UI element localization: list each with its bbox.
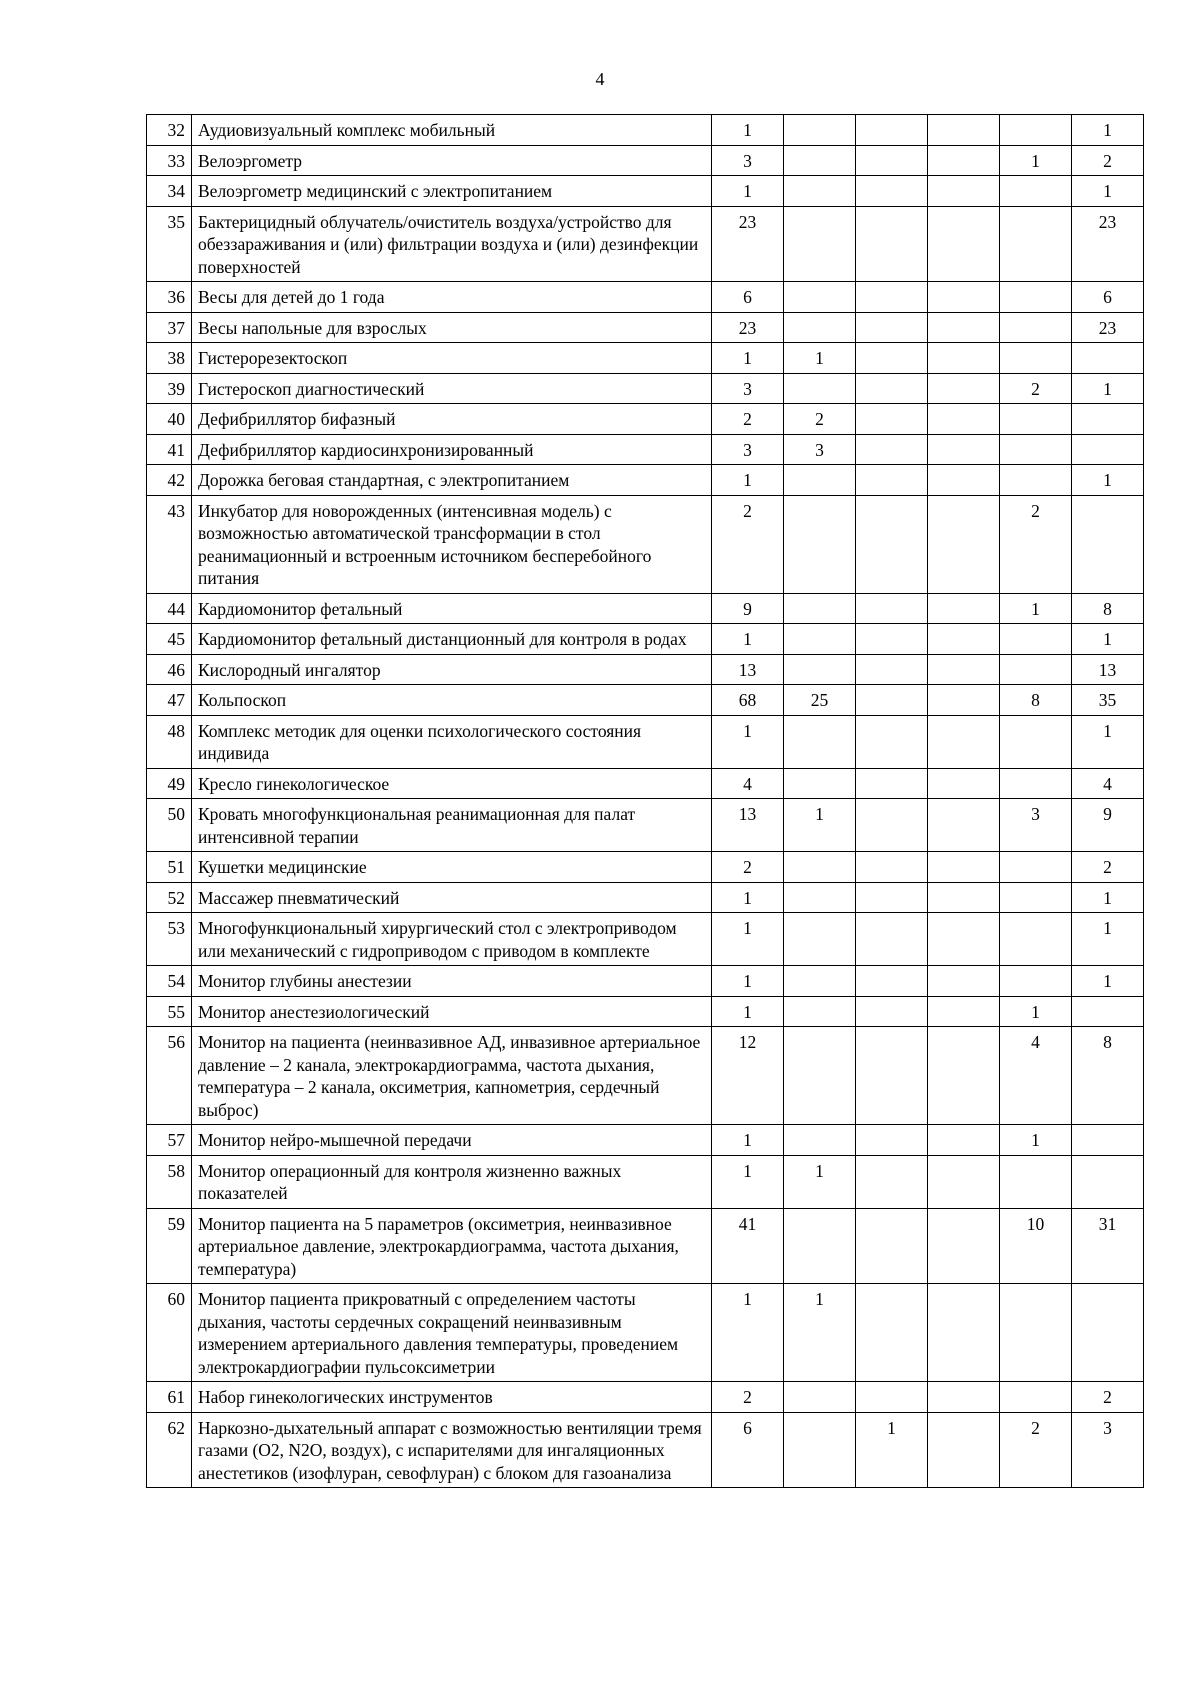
row-number: 40 (147, 404, 192, 435)
row-number: 47 (147, 685, 192, 716)
equipment-name: Дефибриллятор кардиосинхронизированный (192, 434, 712, 465)
quantity-cell-2 (784, 913, 856, 966)
quantity-cell-1: 3 (712, 434, 784, 465)
quantity-cell-5 (1000, 852, 1072, 883)
row-number: 51 (147, 852, 192, 883)
quantity-cell-6 (1072, 434, 1144, 465)
quantity-cell-3 (856, 206, 928, 282)
quantity-cell-4 (928, 1208, 1000, 1284)
quantity-cell-2 (784, 624, 856, 655)
quantity-cell-6 (1072, 996, 1144, 1027)
quantity-cell-3 (856, 685, 928, 716)
quantity-cell-1: 41 (712, 1208, 784, 1284)
quantity-cell-5 (1000, 654, 1072, 685)
quantity-cell-5 (1000, 624, 1072, 655)
quantity-cell-5 (1000, 768, 1072, 799)
quantity-cell-6 (1072, 1125, 1144, 1156)
quantity-cell-4 (928, 115, 1000, 146)
quantity-cell-2 (784, 1382, 856, 1413)
quantity-cell-2 (784, 654, 856, 685)
equipment-table (146, 114, 1144, 1488)
table-row (147, 685, 1144, 716)
quantity-cell-4 (928, 1125, 1000, 1156)
row-number: 33 (147, 145, 192, 176)
quantity-cell-3 (856, 1284, 928, 1382)
quantity-cell-1: 13 (712, 799, 784, 852)
table-row (147, 1412, 1144, 1488)
quantity-cell-1: 1 (712, 465, 784, 496)
quantity-cell-2 (784, 312, 856, 343)
quantity-cell-2 (784, 715, 856, 768)
quantity-cell-4 (928, 465, 1000, 496)
quantity-cell-1: 13 (712, 654, 784, 685)
quantity-cell-3 (856, 282, 928, 313)
quantity-cell-4 (928, 434, 1000, 465)
table-row (147, 768, 1144, 799)
quantity-cell-6 (1072, 343, 1144, 374)
table-row (147, 282, 1144, 313)
quantity-cell-1: 2 (712, 404, 784, 435)
quantity-cell-5: 8 (1000, 685, 1072, 716)
page-number: 4 (595, 69, 605, 89)
quantity-cell-1: 23 (712, 312, 784, 343)
table-row (147, 373, 1144, 404)
equipment-name: Комплекс методик для оценки психологического состояния индивида (192, 715, 712, 768)
quantity-cell-1: 1 (712, 715, 784, 768)
table-row (147, 145, 1144, 176)
quantity-cell-6: 2 (1072, 145, 1144, 176)
quantity-cell-3 (856, 1382, 928, 1413)
quantity-cell-6: 23 (1072, 312, 1144, 343)
quantity-cell-1: 2 (712, 1382, 784, 1413)
quantity-cell-1: 1 (712, 1284, 784, 1382)
row-number: 36 (147, 282, 192, 313)
row-number: 35 (147, 206, 192, 282)
quantity-cell-2 (784, 1208, 856, 1284)
row-number: 32 (147, 115, 192, 146)
quantity-cell-3 (856, 913, 928, 966)
quantity-cell-3 (856, 654, 928, 685)
quantity-cell-3 (856, 593, 928, 624)
row-number: 62 (147, 1412, 192, 1488)
quantity-cell-1: 1 (712, 115, 784, 146)
quantity-cell-5: 1 (1000, 145, 1072, 176)
quantity-cell-4 (928, 852, 1000, 883)
quantity-cell-1: 68 (712, 685, 784, 716)
equipment-name: Гистероскоп диагностический (192, 373, 712, 404)
quantity-cell-3 (856, 312, 928, 343)
quantity-cell-1: 9 (712, 593, 784, 624)
quantity-cell-5 (1000, 882, 1072, 913)
quantity-cell-3 (856, 434, 928, 465)
quantity-cell-2: 1 (784, 1155, 856, 1208)
equipment-name: Кислородный ингалятор (192, 654, 712, 685)
quantity-cell-5 (1000, 404, 1072, 435)
quantity-cell-1: 1 (712, 882, 784, 913)
quantity-cell-5 (1000, 966, 1072, 997)
quantity-cell-2 (784, 852, 856, 883)
quantity-cell-4 (928, 685, 1000, 716)
quantity-cell-5: 10 (1000, 1208, 1072, 1284)
quantity-cell-2 (784, 1027, 856, 1125)
quantity-cell-2: 2 (784, 404, 856, 435)
table-row (147, 176, 1144, 207)
quantity-cell-3 (856, 495, 928, 593)
quantity-cell-5 (1000, 715, 1072, 768)
quantity-cell-2 (784, 465, 856, 496)
table-row (147, 654, 1144, 685)
quantity-cell-5: 1 (1000, 996, 1072, 1027)
quantity-cell-6: 1 (1072, 966, 1144, 997)
quantity-cell-1: 2 (712, 495, 784, 593)
table-row (147, 996, 1144, 1027)
quantity-cell-5: 2 (1000, 495, 1072, 593)
quantity-cell-6: 1 (1072, 465, 1144, 496)
quantity-cell-6: 8 (1072, 1027, 1144, 1125)
table-row (147, 495, 1144, 593)
equipment-name: Велоэргометр медицинский с электропитанием (192, 176, 712, 207)
quantity-cell-4 (928, 343, 1000, 374)
equipment-name: Кольпоскоп (192, 685, 712, 716)
quantity-cell-4 (928, 1155, 1000, 1208)
quantity-cell-5 (1000, 1382, 1072, 1413)
quantity-cell-1: 1 (712, 996, 784, 1027)
quantity-cell-3 (856, 966, 928, 997)
equipment-name: Кресло гинекологическое (192, 768, 712, 799)
quantity-cell-4 (928, 404, 1000, 435)
quantity-cell-6: 23 (1072, 206, 1144, 282)
quantity-cell-6: 4 (1072, 768, 1144, 799)
equipment-name: Монитор анестезиологический (192, 996, 712, 1027)
quantity-cell-1: 23 (712, 206, 784, 282)
quantity-cell-6: 1 (1072, 913, 1144, 966)
equipment-name: Монитор на пациента (неинвазивное АД, инвазивное артериальное давление – 2 канала, электрокардиограмма, частота дыхания, температура – 2 канала, оксиметрия, капнометрия, сердечный выброс) (192, 1027, 712, 1125)
quantity-cell-1: 1 (712, 624, 784, 655)
quantity-cell-1: 1 (712, 913, 784, 966)
quantity-cell-2 (784, 373, 856, 404)
equipment-name: Монитор операционный для контроля жизненно важных показателей (192, 1155, 712, 1208)
quantity-cell-3 (856, 1125, 928, 1156)
quantity-cell-4 (928, 882, 1000, 913)
row-number: 52 (147, 882, 192, 913)
quantity-cell-3 (856, 1208, 928, 1284)
quantity-cell-1: 3 (712, 373, 784, 404)
row-number: 53 (147, 913, 192, 966)
row-number: 42 (147, 465, 192, 496)
equipment-name: Монитор нейро-мышечной передачи (192, 1125, 712, 1156)
table-row (147, 913, 1144, 966)
quantity-cell-2 (784, 176, 856, 207)
equipment-name: Дорожка беговая стандартная, с электропитанием (192, 465, 712, 496)
quantity-cell-6: 31 (1072, 1208, 1144, 1284)
quantity-cell-6: 8 (1072, 593, 1144, 624)
quantity-cell-5 (1000, 1284, 1072, 1382)
quantity-cell-3 (856, 145, 928, 176)
quantity-cell-3 (856, 343, 928, 374)
quantity-cell-4 (928, 312, 1000, 343)
row-number: 55 (147, 996, 192, 1027)
equipment-name: Монитор пациента на 5 параметров (оксиметрия, неинвазивное артериальное давление, электрокардиограмма, частота дыхания, температура) (192, 1208, 712, 1284)
quantity-cell-6: 1 (1072, 624, 1144, 655)
table-row (147, 1382, 1144, 1413)
row-number: 58 (147, 1155, 192, 1208)
quantity-cell-4 (928, 1027, 1000, 1125)
table-row (147, 206, 1144, 282)
equipment-name: Многофункциональный хирургический стол с электроприводом или механический с гидроприводом с приводом в комплекте (192, 913, 712, 966)
quantity-cell-3 (856, 799, 928, 852)
equipment-name: Массажер пневматический (192, 882, 712, 913)
table-row (147, 115, 1144, 146)
table-row (147, 852, 1144, 883)
quantity-cell-3: 1 (856, 1412, 928, 1488)
quantity-cell-1: 1 (712, 176, 784, 207)
quantity-cell-6: 35 (1072, 685, 1144, 716)
equipment-name: Кардиомонитор фетальный дистанционный для контроля в родах (192, 624, 712, 655)
table-row (147, 1027, 1144, 1125)
table-row (147, 1125, 1144, 1156)
quantity-cell-3 (856, 115, 928, 146)
quantity-cell-5 (1000, 312, 1072, 343)
table-row (147, 404, 1144, 435)
quantity-cell-6: 1 (1072, 715, 1144, 768)
quantity-cell-6 (1072, 404, 1144, 435)
quantity-cell-6 (1072, 1155, 1144, 1208)
quantity-cell-2 (784, 115, 856, 146)
quantity-cell-5: 2 (1000, 1412, 1072, 1488)
equipment-table-body (147, 115, 1144, 1488)
table-row (147, 624, 1144, 655)
quantity-cell-1: 1 (712, 343, 784, 374)
quantity-cell-6: 2 (1072, 852, 1144, 883)
quantity-cell-1: 1 (712, 1125, 784, 1156)
quantity-cell-5 (1000, 434, 1072, 465)
equipment-name: Набор гинекологических инструментов (192, 1382, 712, 1413)
quantity-cell-1: 1 (712, 966, 784, 997)
quantity-cell-6: 1 (1072, 115, 1144, 146)
equipment-name: Кровать многофункциональная реанимационная для палат интенсивной терапии (192, 799, 712, 852)
quantity-cell-4 (928, 768, 1000, 799)
quantity-cell-4 (928, 176, 1000, 207)
quantity-cell-3 (856, 996, 928, 1027)
quantity-cell-1: 1 (712, 1155, 784, 1208)
quantity-cell-2: 1 (784, 343, 856, 374)
table-row (147, 1155, 1144, 1208)
quantity-cell-1: 4 (712, 768, 784, 799)
row-number: 39 (147, 373, 192, 404)
equipment-name: Кардиомонитор фетальный (192, 593, 712, 624)
table-row (147, 593, 1144, 624)
equipment-name: Монитор глубины анестезии (192, 966, 712, 997)
quantity-cell-5: 3 (1000, 799, 1072, 852)
quantity-cell-6: 1 (1072, 373, 1144, 404)
quantity-cell-2 (784, 1125, 856, 1156)
row-number: 59 (147, 1208, 192, 1284)
table-row (147, 434, 1144, 465)
table-row (147, 1284, 1144, 1382)
equipment-name: Инкубатор для новорожденных (интенсивная модель) с возможностью автоматической трансформации в стол реанимационный и встроенным источником бесперебойного питания (192, 495, 712, 593)
table-row (147, 715, 1144, 768)
quantity-cell-4 (928, 495, 1000, 593)
row-number: 38 (147, 343, 192, 374)
equipment-name: Гистерорезектоскоп (192, 343, 712, 374)
row-number: 45 (147, 624, 192, 655)
quantity-cell-5 (1000, 465, 1072, 496)
quantity-cell-4 (928, 373, 1000, 404)
quantity-cell-4 (928, 913, 1000, 966)
row-number: 61 (147, 1382, 192, 1413)
row-number: 60 (147, 1284, 192, 1382)
quantity-cell-1: 2 (712, 852, 784, 883)
row-number: 56 (147, 1027, 192, 1125)
equipment-name: Бактерицидный облучатель/очиститель воздуха/устройство для обеззараживания и (или) фильтрации воздуха и (или) дезинфекции поверхностей (192, 206, 712, 282)
quantity-cell-4 (928, 799, 1000, 852)
quantity-cell-5: 2 (1000, 373, 1072, 404)
quantity-cell-4 (928, 1412, 1000, 1488)
quantity-cell-4 (928, 996, 1000, 1027)
table-row (147, 343, 1144, 374)
table-row (147, 1208, 1144, 1284)
row-number: 46 (147, 654, 192, 685)
equipment-name: Кушетки медицинские (192, 852, 712, 883)
quantity-cell-4 (928, 206, 1000, 282)
table-row (147, 966, 1144, 997)
row-number: 34 (147, 176, 192, 207)
quantity-cell-5 (1000, 282, 1072, 313)
quantity-cell-3 (856, 465, 928, 496)
quantity-cell-6: 13 (1072, 654, 1144, 685)
row-number: 49 (147, 768, 192, 799)
quantity-cell-6: 9 (1072, 799, 1144, 852)
quantity-cell-2 (784, 768, 856, 799)
quantity-cell-3 (856, 882, 928, 913)
quantity-cell-3 (856, 404, 928, 435)
quantity-cell-4 (928, 1284, 1000, 1382)
quantity-cell-6: 1 (1072, 882, 1144, 913)
quantity-cell-2 (784, 882, 856, 913)
quantity-cell-4 (928, 282, 1000, 313)
quantity-cell-2 (784, 145, 856, 176)
row-number: 57 (147, 1125, 192, 1156)
quantity-cell-1: 6 (712, 282, 784, 313)
quantity-cell-4 (928, 145, 1000, 176)
quantity-cell-3 (856, 373, 928, 404)
quantity-cell-5 (1000, 343, 1072, 374)
quantity-cell-3 (856, 624, 928, 655)
quantity-cell-5 (1000, 176, 1072, 207)
equipment-name: Дефибриллятор бифазный (192, 404, 712, 435)
row-number: 48 (147, 715, 192, 768)
quantity-cell-1: 6 (712, 1412, 784, 1488)
quantity-cell-5: 4 (1000, 1027, 1072, 1125)
quantity-cell-3 (856, 768, 928, 799)
table-row (147, 882, 1144, 913)
quantity-cell-4 (928, 715, 1000, 768)
row-number: 37 (147, 312, 192, 343)
quantity-cell-2: 25 (784, 685, 856, 716)
quantity-cell-5 (1000, 115, 1072, 146)
row-number: 43 (147, 495, 192, 593)
equipment-name: Велоэргометр (192, 145, 712, 176)
equipment-name: Аудиовизуальный комплекс мобильный (192, 115, 712, 146)
quantity-cell-2: 1 (784, 1284, 856, 1382)
row-number: 50 (147, 799, 192, 852)
quantity-cell-2 (784, 206, 856, 282)
quantity-cell-6 (1072, 495, 1144, 593)
table-row (147, 799, 1144, 852)
quantity-cell-4 (928, 593, 1000, 624)
row-number: 44 (147, 593, 192, 624)
quantity-cell-1: 3 (712, 145, 784, 176)
table-row (147, 312, 1144, 343)
quantity-cell-2 (784, 966, 856, 997)
quantity-cell-5 (1000, 206, 1072, 282)
quantity-cell-2: 1 (784, 799, 856, 852)
quantity-cell-2 (784, 996, 856, 1027)
table-row (147, 465, 1144, 496)
quantity-cell-2 (784, 282, 856, 313)
equipment-name: Весы напольные для взрослых (192, 312, 712, 343)
quantity-cell-4 (928, 654, 1000, 685)
quantity-cell-4 (928, 966, 1000, 997)
quantity-cell-3 (856, 715, 928, 768)
quantity-cell-5 (1000, 1155, 1072, 1208)
quantity-cell-2: 3 (784, 434, 856, 465)
quantity-cell-6: 6 (1072, 282, 1144, 313)
quantity-cell-5: 1 (1000, 593, 1072, 624)
equipment-name: Монитор пациента прикроватный с определением частоты дыхания, частоты сердечных сокращений неинвазивным измерением артериального давления температуры, проведением электрокардиографии пульсоксиметрии (192, 1284, 712, 1382)
quantity-cell-6: 2 (1072, 1382, 1144, 1413)
row-number: 41 (147, 434, 192, 465)
quantity-cell-3 (856, 1027, 928, 1125)
quantity-cell-1: 12 (712, 1027, 784, 1125)
row-number: 54 (147, 966, 192, 997)
quantity-cell-3 (856, 1155, 928, 1208)
quantity-cell-2 (784, 495, 856, 593)
quantity-cell-6: 1 (1072, 176, 1144, 207)
quantity-cell-3 (856, 852, 928, 883)
quantity-cell-4 (928, 1382, 1000, 1413)
quantity-cell-2 (784, 593, 856, 624)
equipment-name: Весы для детей до 1 года (192, 282, 712, 313)
quantity-cell-4 (928, 624, 1000, 655)
quantity-cell-5 (1000, 913, 1072, 966)
quantity-cell-6 (1072, 1284, 1144, 1382)
equipment-name: Наркозно-дыхательный аппарат с возможностью вентиляции тремя газами (O2, N2O, воздух), с испарителями для ингаляционных анестетиков (изофлуран, севофлуран) с блоком для газоанализа (192, 1412, 712, 1488)
quantity-cell-3 (856, 176, 928, 207)
quantity-cell-2 (784, 1412, 856, 1488)
quantity-cell-6: 3 (1072, 1412, 1144, 1488)
quantity-cell-5: 1 (1000, 1125, 1072, 1156)
